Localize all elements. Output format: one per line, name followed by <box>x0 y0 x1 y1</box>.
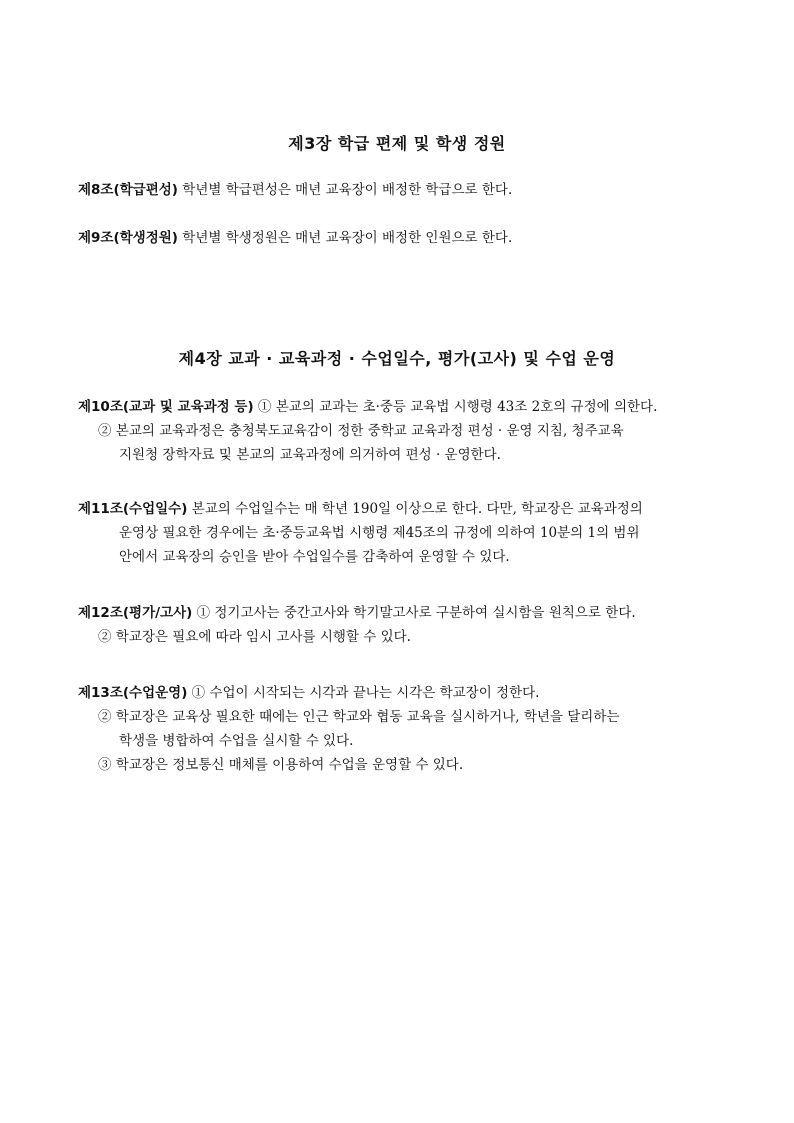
article-10-text: ① 본교의 교과는 초·중등 교육법 시행령 43조 2호의 규정에 의한다. <box>253 399 658 415</box>
article-13-title: 제13조(수업운영) <box>78 685 188 701</box>
article-9-title: 제9조(학생정원) <box>78 230 178 246</box>
article-11-title: 제11조(수업일수) <box>78 501 188 517</box>
chapter-4-title: 제4장 교과 · 교육과정 · 수업일수, 평가(고사) 및 수업 운영 <box>178 349 616 368</box>
article-12-title: 제12조(평가/고사) <box>78 605 193 621</box>
article-10-title: 제10조(교과 및 교육과정 등) <box>78 399 254 415</box>
article-8-text: 학년별 학급편성은 매년 교육장이 배정한 학급으로 한다. <box>177 182 513 198</box>
article-8 <box>78 180 512 200</box>
article-10-paragraph-2-line-1: ② 본교의 교육과정은 충청북도교육감이 정한 중학교 교육과정 편성 · 운영 지침, 청주교육 <box>98 423 624 439</box>
article-9 <box>78 228 512 248</box>
article-13-paragraph-2-line-2: 학생을 병합하여 수업을 실시할 수 있다. <box>119 733 354 749</box>
article-10-paragraph-2-line-2: 지원청 장학자료 및 본교의 교육과정에 의거하여 편성 · 운영한다. <box>119 447 501 463</box>
article-13-paragraph-3: ③ 학교장은 정보통신 매체를 이용하여 수업을 운영할 수 있다. <box>98 757 464 773</box>
article-12 <box>78 603 636 623</box>
article-8-title: 제8조(학급편성) <box>78 182 178 198</box>
article-13-paragraph-2-line-1: ② 학교장은 교육상 필요한 때에는 인근 학교와 협동 교육을 실시하거나, 학년을 달리하는 <box>98 709 620 725</box>
article-13 <box>78 683 539 703</box>
article-10 <box>78 397 657 417</box>
article-11 <box>78 499 643 519</box>
article-12-text: ① 정기고사는 중간고사와 학기말고사로 구분하여 실시함을 원칙으로 한다. <box>192 605 636 621</box>
article-11-line-3: 안에서 교육장의 승인을 받아 수업일수를 감축하여 운영할 수 있다. <box>119 549 510 565</box>
article-12-paragraph-2: ② 학교장은 필요에 따라 임시 고사를 시행할 수 있다. <box>98 629 411 645</box>
article-9-text: 학년별 학생정원은 매년 교육장이 배정한 인원으로 한다. <box>177 230 513 246</box>
article-13-text: ① 수업이 시작되는 시각과 끝나는 시각은 학교장이 정한다. <box>187 685 540 701</box>
article-11-line-1: 본교의 수업일수는 매 학년 190일 이상으로 한다. 다만, 학교장은 교육과정의 <box>187 501 643 517</box>
article-11-line-2: 운영상 필요한 경우에는 초·중등교육법 시행령 제45조의 규정에 의하여 10분의 1의 범위 <box>119 525 640 541</box>
chapter-3-title: 제3장 학급 편제 및 학생 정원 <box>288 134 506 153</box>
